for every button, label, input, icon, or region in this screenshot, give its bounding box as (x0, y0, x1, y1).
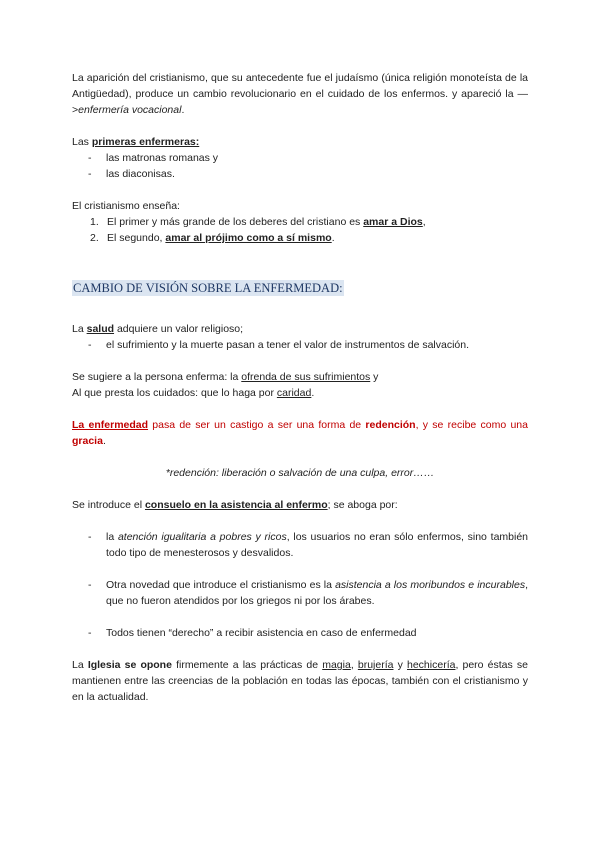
bullet-2-italic: asistencia a los moribundos e incurables (335, 579, 526, 591)
nurses-heading (72, 134, 528, 150)
nurse-item-2: las diaconisas. (106, 168, 175, 180)
nurses-bold: primeras enfermeras: (91, 136, 200, 148)
teach-item-1-bold: amar a Dios (363, 216, 423, 228)
suggest-line-2: Al que presta los cuidados: que lo haga por caridad. (72, 387, 315, 399)
intro-italic: enfermería vocacional (78, 104, 182, 116)
teach-item-2: El segundo, (107, 232, 166, 244)
document-page (72, 70, 528, 705)
list-item: - el sufrimiento y la muerte pasan a tener el valor de instrumentos de salvación. (88, 339, 470, 351)
teaches-heading: El cristianismo enseña: (72, 200, 180, 212)
list-item: - las diaconisas. (88, 168, 175, 180)
teach-item-2-bold: amar al prójimo como a sí mismo (165, 232, 332, 244)
church-bold: Iglesia se opone (87, 659, 172, 671)
redemption-bold: redención (365, 419, 416, 431)
comfort-paragraph: Se introduce el consuelo en la asistencia al enfermo; se aboga por: (72, 499, 398, 511)
suggest-underline-1: ofrenda de sus sufrimientos (241, 371, 371, 383)
health-paragraph: La salud adquiere un valor religioso; (72, 323, 244, 335)
comfort-bold: consuelo en la asistencia al enfermo (144, 499, 328, 511)
list-item: 2. El segundo, amar al prójimo como a sí mismo. (90, 232, 335, 244)
intro-paragraph (72, 70, 528, 118)
grace-bold: gracia (72, 435, 103, 447)
health-bold: salud (86, 323, 115, 335)
witchcraft-underline: brujería (357, 659, 394, 671)
sorcery-underline: hechicería (407, 659, 456, 671)
list-item: - Todos tienen “derecho” a recibir asistencia en caso de enfermedad (72, 625, 528, 641)
nurse-item-1: las matronas romanas y (106, 152, 219, 164)
health-item: el sufrimiento y la muerte pasan a tener el valor de instrumentos de salvación. (106, 339, 470, 351)
list-item: - Otra novedad que introduce el cristianismo es la asistencia a los moribundos e incurables, que no fueron atendidos por los griegos ni por los árabes. (88, 579, 529, 607)
arrow-symbol: —> (72, 88, 528, 116)
suggest-underline-2: caridad (276, 387, 312, 399)
list-item: - las matronas romanas y (88, 152, 219, 164)
disease-paragraph: La enfermedad pasa de ser un castigo a ser una forma de redención, y se recibe como una gracia. (72, 419, 528, 447)
suggest-line-1: Se sugiere a la persona enferma: la ofrenda de sus sufrimientos y (72, 371, 379, 383)
magic-underline: magia (322, 659, 351, 671)
bullet-3: Todos tienen “derecho” a recibir asistencia en caso de enfermedad (106, 627, 417, 639)
intro-text: La aparición del cristianismo, que su antecedente fue el judaísmo (única religión monoteísta de la Antigüedad), produce un cambio revolucionario en el cuidado de los enfermos. y apareció la (72, 72, 528, 100)
list-item: 1. El primer y más grande de los deberes del cristiano es amar a Dios, (90, 216, 426, 228)
intro-end: . (181, 104, 185, 116)
list-item: - la atención igualitaria a pobres y ricos, los usuarios no eran sólo enfermos, sino también todo tipo de menesterosos y desvalidos. (88, 531, 529, 559)
teach-item-1: El primer y más grande de los deberes del cristiano es (107, 216, 364, 228)
footnote: *redención: liberación o salvación de una culpa, error…… (165, 467, 435, 479)
disease-bold: La enfermedad (72, 419, 149, 431)
church-paragraph: La Iglesia se opone firmemente a las prácticas de magia, brujería y hechicería, pero éstas se mantienen entre las creencias de la población en todas las épocas, también con el cristianismo y en la actualidad. (72, 659, 528, 703)
bullet-1-italic: atención igualitaria a pobres y ricos (117, 531, 287, 543)
nurses-prefix: Las (72, 136, 92, 148)
section-heading: CAMBIO DE VISIÓN SOBRE LA ENFERMEDAD: (73, 281, 343, 295)
